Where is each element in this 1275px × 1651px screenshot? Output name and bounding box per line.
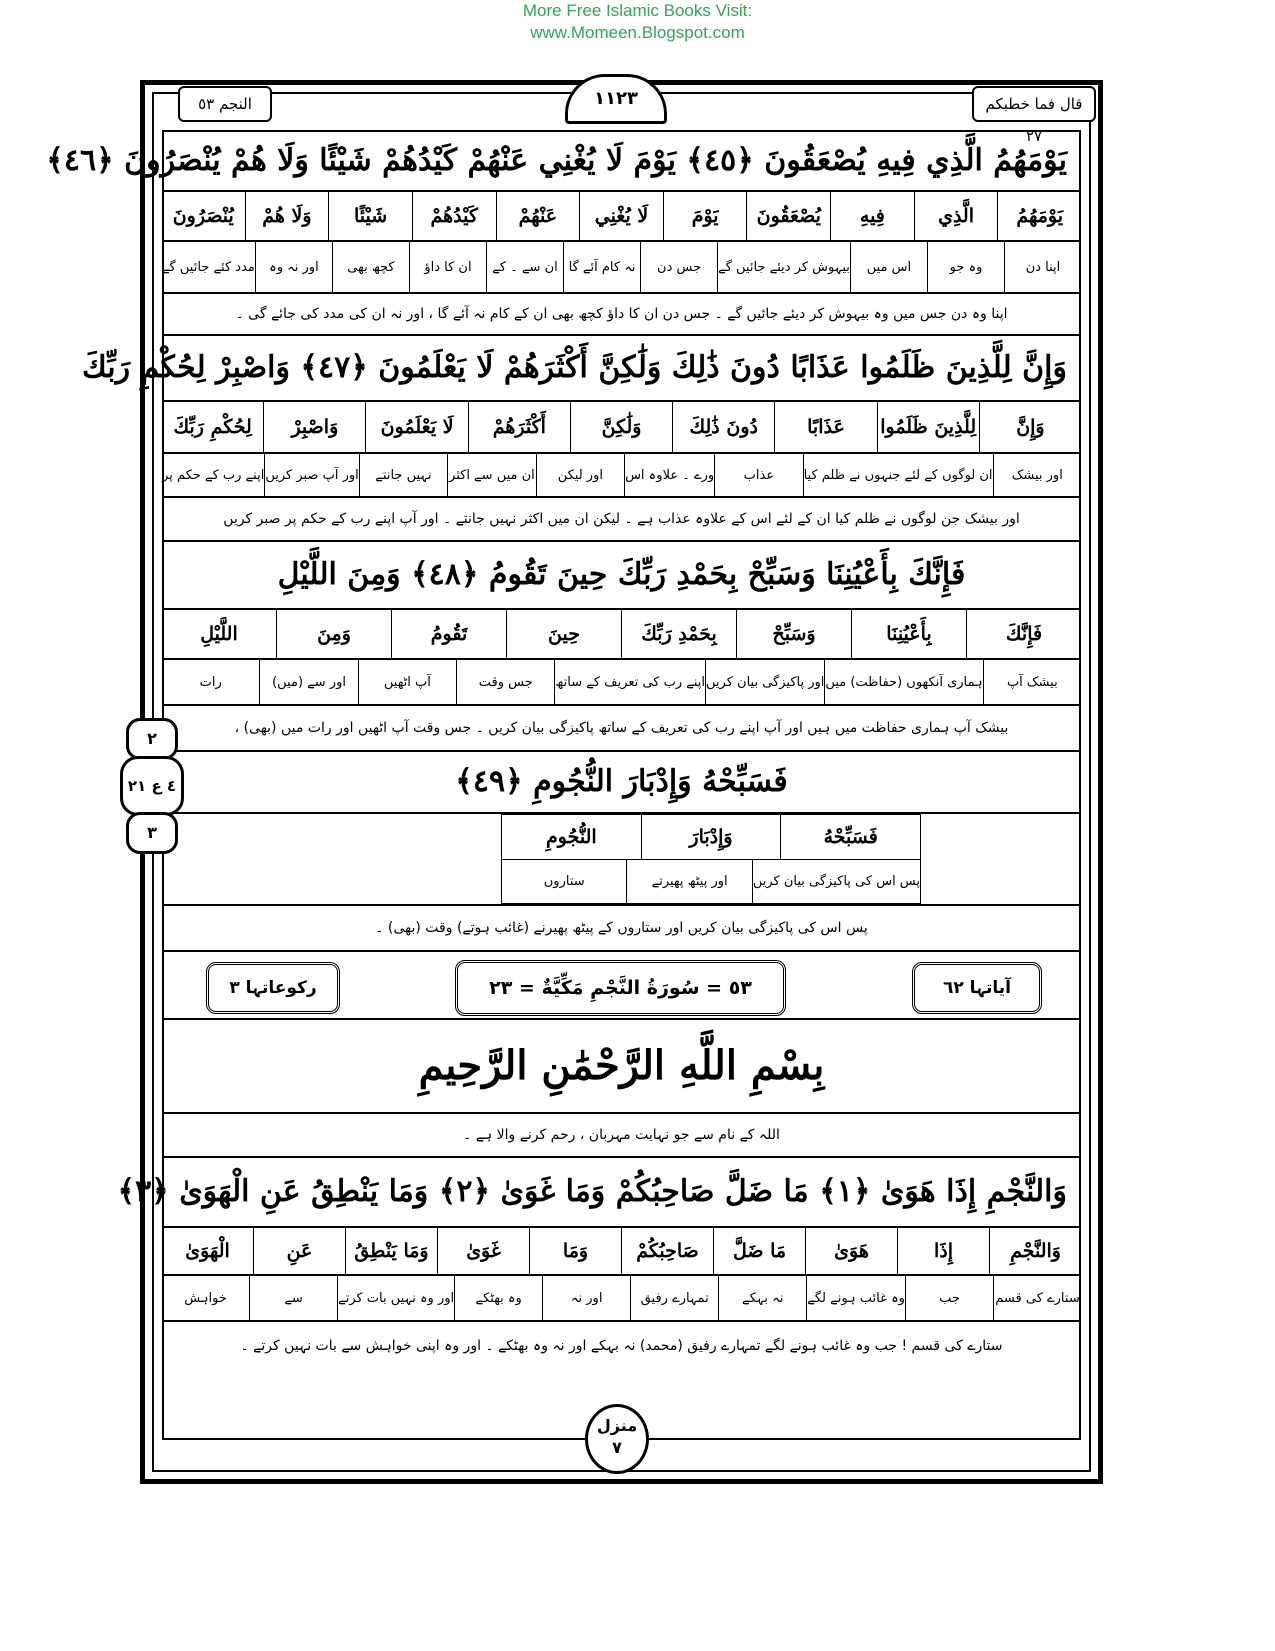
- meaning-cell: وہ بھٹکے: [454, 1276, 542, 1320]
- verse-49: فَسَبِّحْهُ وَإِدْبَارَ النُّجُومِ ﴿٤٩﴾: [162, 752, 1081, 814]
- page-number: ١١٢٣: [565, 74, 667, 124]
- word-cell: كَيْدُهُمْ: [412, 192, 496, 240]
- word-cell: بِحَمْدِ رَبِّكَ: [621, 610, 736, 658]
- bismillah-translation: اللہ کے نام سے جو نہایت مہربان ، رحم کرنے والا ہے ۔: [162, 1114, 1081, 1158]
- meaning-cell: جس دن: [640, 242, 717, 292]
- word-cell: النُّجُومِ: [546, 826, 597, 848]
- word-cell: وَمَا يَنْطِقُ: [345, 1228, 437, 1274]
- word-cell: وَإِدْبَارَ: [641, 815, 781, 859]
- word-cell: صَاحِبُكُمْ: [621, 1228, 713, 1274]
- word-row-5: [162, 1228, 1081, 1276]
- meaning-cell: کچھ بھی: [332, 242, 409, 292]
- meaning-cell: ان میں سے اکثر: [447, 454, 535, 496]
- meaning-row-4: [162, 860, 1081, 906]
- meaning-cell: آپ اٹھیں: [358, 660, 456, 704]
- ruku-marker: ٤ ع ٢١: [120, 756, 184, 816]
- word-cell: يَوْمَ: [663, 192, 747, 240]
- word-cell: عَذَابًا: [774, 402, 876, 452]
- meaning-cell: ان کا داؤ: [409, 242, 486, 292]
- word-row-3: [162, 610, 1081, 660]
- translation-1: اپنا وہ دن جس میں وہ بیہوش کر دیئے جائیں گے ۔ جس دن ان کا داؤ کچھ بھی ان کے کام نہ آئے گا ، اور نہ ان کی مدد کی جائے گی ۔: [162, 294, 1081, 336]
- word-cell: وَمَا: [529, 1228, 621, 1274]
- promo-link[interactable]: www.Momeen.Blogspot.com: [530, 23, 745, 42]
- word-cell: يُنْصَرُونَ: [172, 205, 234, 227]
- verse-48: فَإِنَّكَ بِأَعْيُنِنَا وَسَبِّحْ بِحَمْدِ رَبِّكَ حِينَ تَقُومُ ﴿٤٨﴾ وَمِنَ اللَّيْلِ: [162, 542, 1081, 610]
- meaning-row-5: [162, 1276, 1081, 1322]
- word-row-1: [162, 192, 1081, 242]
- meaning-cell: اور بیشک: [993, 454, 1081, 496]
- meaning-cell: اپنا دن: [1004, 242, 1081, 292]
- meaning-cell: اور پیٹھ پھیرتے: [626, 860, 751, 903]
- manzil-label: منزل: [596, 1416, 638, 1435]
- meaning-cell: نہ کام آئے گا: [563, 242, 640, 292]
- meaning-cell: اور وہ نہیں بات کرتے: [337, 1276, 454, 1320]
- surah-header-label: النجم ٥٣: [178, 86, 272, 122]
- word-cell: مَا ضَلَّ: [713, 1228, 805, 1274]
- meaning-row-1: [162, 242, 1081, 294]
- word-cell: تَقُومُ: [391, 610, 506, 658]
- word-cell: عَنِ: [253, 1228, 345, 1274]
- meaning-cell: اور نہ وہ: [255, 242, 332, 292]
- meaning-cell: اور آپ صبر کریں: [264, 454, 358, 496]
- ayat-count-box: آیاتہا ٦٢: [912, 962, 1042, 1014]
- meaning-cell: وہ جو: [927, 242, 1004, 292]
- word-cell: وَلَا هُمْ: [245, 192, 329, 240]
- word-cell: وَلَٰكِنَّ: [570, 402, 672, 452]
- meaning-row-2: [162, 454, 1081, 498]
- verse-47: وَإِنَّ لِلَّذِينَ ظَلَمُوا عَذَابًا دُونَ ذَٰلِكَ وَلَٰكِنَّ أَكْثَرَهُمْ لَا يَعْلَمُونَ ﴿٤٧﴾ وَاصْبِرْ لِحُكْمِ رَبِّكَ: [162, 336, 1081, 402]
- juz-header-label: قال فما خطبکم ٢٧: [972, 86, 1096, 122]
- meaning-cell: بیہوش کر دیئے جائیں گے: [717, 242, 850, 292]
- word-cell: هَوَىٰ: [805, 1228, 897, 1274]
- meaning-cell: ورے ۔ علاوہ اس: [624, 454, 714, 496]
- meaning-cell: جب: [905, 1276, 993, 1320]
- verse-45-46: يَوْمَهُمُ الَّذِي فِيهِ يُصْعَقُونَ ﴿٤٥﴾ يَوْمَ لَا يُغْنِي عَنْهُمْ كَيْدُهُمْ شَيْئًا وَلَا هُمْ يُنْصَرُونَ ﴿٤٦﴾: [162, 132, 1081, 192]
- ruku-count-box: رکوعاتہا ٣: [206, 962, 340, 1014]
- surah-name-box: ٥٣ = سُورَةُ النَّجْمِ مَكِّيَّةٌ = ٢٣: [455, 960, 786, 1016]
- word-cell: عَنْهُمْ: [496, 192, 580, 240]
- meaning-cell: ستارے کی قسم: [993, 1276, 1081, 1320]
- word-row-2: [162, 402, 1081, 454]
- meaning-cell: اور نہ: [542, 1276, 630, 1320]
- word-cell: فَإِنَّكَ: [966, 610, 1081, 658]
- word-cell: فِيهِ: [830, 192, 914, 240]
- promo-line-1: More Free Islamic Books Visit:: [522, 1, 753, 20]
- bismillah: بِسْمِ اللَّهِ الرَّحْمَٰنِ الرَّحِيمِ: [162, 1020, 1081, 1114]
- manzil-number: ٧: [612, 1438, 622, 1457]
- meaning-cell: سے: [249, 1276, 337, 1320]
- word-cell: الَّذِي: [914, 192, 998, 240]
- meaning-cell: ان سے ۔ کے: [486, 242, 563, 292]
- meaning-cell: اپنے رب کی تعریف کے ساتھ: [554, 660, 705, 704]
- meaning-row-3: [162, 660, 1081, 706]
- meaning-cell: ستاروں: [543, 874, 585, 889]
- word-cell: وَإِنَّ: [979, 402, 1081, 452]
- meaning-cell: بیشک آپ: [983, 660, 1081, 704]
- word-cell: لِلَّذِينَ ظَلَمُوا: [877, 402, 979, 452]
- translation-3: بیشک آپ ہماری حفاظت میں ہیں اور آپ اپنے رب کی تعریف کے ساتھ پاکیزگی بیان کریں ۔ جس وقت آپ اٹھیں اور رات میں (بھی) ،: [162, 706, 1081, 752]
- word-cell: بِأَعْيُنِنَا: [851, 610, 966, 658]
- meaning-cell: نہ بہکے: [718, 1276, 806, 1320]
- meaning-cell: تمہارے رفیق: [630, 1276, 718, 1320]
- word-cell: لِحُكْمِ رَبِّكَ: [173, 416, 252, 438]
- meaning-cell: اپنے رب کے حکم پر: [162, 467, 265, 483]
- translation-2: اور بیشک جن لوگوں نے ظلم کیا ان کے لئے اس کے علاوہ عذاب ہے ۔ لیکن ان میں اکثر نہیں جانتے ۔ اور آپ اپنے رب کے حکم پر صبر کریں: [162, 498, 1081, 542]
- translation-4: پس اس کی پاکیزگی بیان کریں اور ستاروں کے پیٹھ پھیرنے (غائب ہوتے) وقت (بھی) ۔: [162, 906, 1081, 952]
- meaning-cell: ہماری آنکھوں (حفاظت) میں: [824, 660, 982, 704]
- word-cell: أَكْثَرَهُمْ: [468, 402, 570, 452]
- meaning-cell: اس میں: [850, 242, 927, 292]
- word-cell: يُصْعَقُونَ: [746, 192, 830, 240]
- meaning-cell: پس اس کی پاکیزگی بیان کریں: [752, 860, 920, 903]
- meaning-cell: نہیں جانتے: [359, 454, 447, 496]
- word-cell: لَا يُغْنِي: [579, 192, 663, 240]
- word-cell: وَمِنَ: [276, 610, 391, 658]
- word-cell: دُونَ ذَٰلِكَ: [672, 402, 774, 452]
- word-cell: لَا يَعْلَمُونَ: [365, 402, 467, 452]
- word-row-4: [162, 814, 1081, 860]
- promo-banner: [0, 0, 1275, 44]
- word-cell: إِذَا: [897, 1228, 989, 1274]
- word-cell: اللَّيْلِ: [200, 623, 238, 645]
- juz-marker-bottom: ٣: [126, 812, 178, 854]
- meaning-cell: رات: [199, 674, 222, 690]
- meaning-cell: خواہش: [184, 1290, 227, 1306]
- word-cell: فَسَبِّحْهُ: [780, 815, 920, 859]
- word-cell: حِينَ: [506, 610, 621, 658]
- meaning-cell: اور سے (میں): [259, 660, 357, 704]
- word-cell: وَسَبِّحْ: [736, 610, 851, 658]
- translation-5: ستارے کی قسم ! جب وہ غائب ہونے لگے تمہارے رفیق (محمد) نہ بہکے اور نہ وہ بھٹکے ۔ اور وہ اپنی خواہش سے بات نہیں کرتے ۔: [240, 1338, 1003, 1354]
- meaning-cell: عذاب: [714, 454, 802, 496]
- meaning-cell: جس وقت: [456, 660, 554, 704]
- manzil-badge: [585, 1404, 649, 1474]
- word-cell: وَالنَّجْمِ: [989, 1228, 1081, 1274]
- word-cell: الْهَوَىٰ: [185, 1240, 230, 1262]
- meaning-cell: مدد کئے جائیں گے: [161, 259, 255, 275]
- word-cell: شَيْئًا: [328, 192, 412, 240]
- meaning-cell: وہ غائب ہونے لگے: [806, 1276, 905, 1320]
- meaning-cell: اور پاکیزگی بیان کریں: [705, 660, 824, 704]
- word-cell: يَوْمَهُمُ: [997, 192, 1081, 240]
- meaning-cell: ان لوگوں کے لئے جنہوں نے ظلم کیا: [803, 454, 993, 496]
- verse-1-3: وَالنَّجْمِ إِذَا هَوَىٰ ﴿١﴾ مَا ضَلَّ صَاحِبُكُمْ وَمَا غَوَىٰ ﴿٢﴾ وَمَا يَنْطِقُ عَنِ الْهَوَىٰ ﴿٣﴾: [162, 1158, 1081, 1228]
- word-cell: غَوَىٰ: [437, 1228, 529, 1274]
- juz-marker-top: ٢: [126, 718, 178, 760]
- word-cell: وَاصْبِرْ: [263, 402, 365, 452]
- meaning-cell: اور لیکن: [536, 454, 624, 496]
